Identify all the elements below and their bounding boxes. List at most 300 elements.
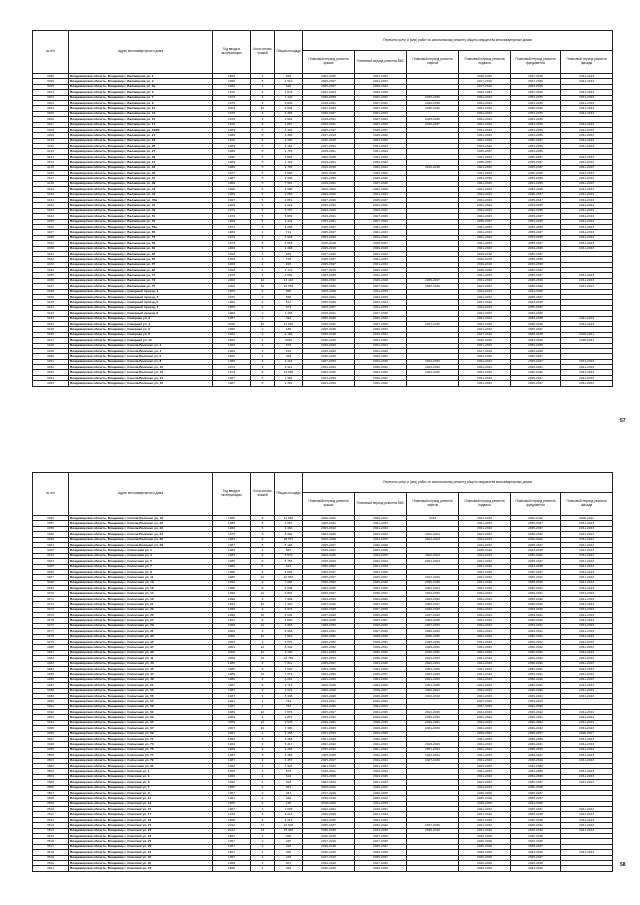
- col-header-engineering: Плановый период ремонта ВИС: [355, 493, 407, 516]
- cell-basement: 2041-2043: [459, 758, 511, 763]
- cell-elevator: 2024-2026: [407, 365, 459, 370]
- cell-year: 1960: [213, 785, 251, 790]
- cell-roof: 2024-2026: [303, 774, 355, 779]
- cell-basement: 2041-2043: [459, 154, 511, 159]
- cell-floors: 2: [251, 262, 275, 267]
- cell-engineering: 2025-2027: [355, 575, 407, 580]
- cell-area: 10 864: [275, 575, 303, 580]
- cell-area: 575: [275, 343, 303, 348]
- cell-area: 582: [275, 548, 303, 553]
- cell-basement: 2041-2043: [459, 208, 511, 213]
- cell-facade: 2041-2043: [561, 548, 613, 553]
- cell-address: Владимирская область, Владимир г, Балакирева ул, 57: [69, 235, 213, 240]
- cell-area: 4 584: [275, 569, 303, 574]
- cell-area: 3 483: [275, 138, 303, 143]
- cell-area: 3 022: [275, 688, 303, 693]
- cell-basement: 2016-2018: [459, 338, 511, 343]
- cell-foundation: 2040-2042: [511, 823, 561, 828]
- cell-foundation: 2034-2036: [511, 84, 561, 89]
- cell-area: 595: [275, 289, 303, 294]
- cell-number: 3515: [33, 834, 69, 839]
- cell-floors: 2: [251, 289, 275, 294]
- cell-facade: 2041-2043: [561, 575, 613, 580]
- cell-address: Владимирская область, Владимир г, Спасская ул, 33: [69, 855, 213, 860]
- cell-elevator: 2037-2039: [407, 823, 459, 828]
- cell-area: 624: [275, 564, 303, 569]
- cell-foundation: 2038-2040: [511, 278, 561, 283]
- cell-year: 1969: [213, 246, 251, 251]
- cell-area: 7 420: [275, 602, 303, 607]
- cell-floors: 5: [251, 241, 275, 246]
- cell-roof: 2016-2018: [303, 241, 355, 246]
- cell-engineering: 2024-2026: [355, 569, 407, 574]
- cell-elevator: 2024-2026: [407, 596, 459, 601]
- cell-engineering: 2020-2022: [355, 737, 407, 742]
- cell-elevator: 2022-2024: [407, 688, 459, 693]
- cell-number: 3412: [33, 149, 69, 154]
- cell-year: 1962: [213, 338, 251, 343]
- cell-engineering: 2024-2026: [355, 677, 407, 682]
- cell-foundation: 2040-2042: [511, 656, 561, 661]
- cell-number: 3422: [33, 203, 69, 208]
- cell-foundation: 2034-2036: [511, 300, 561, 305]
- cell-facade: 2041-2043: [561, 532, 613, 537]
- cell-elevator: 2030-2032: [407, 715, 459, 720]
- col-header-year: Год ввода в эксплуатацию: [213, 473, 251, 516]
- cell-address: Владимирская область, Владимир г, Спасская ул, 29: [69, 844, 213, 849]
- cell-basement: 2041-2043: [459, 715, 511, 720]
- col-header-elevator: Плановый период ремонта лифтов: [407, 51, 459, 74]
- cell-address: Владимирская область, Владимир г, Солнечная ул, 63: [69, 715, 213, 720]
- cell-roof: 2025-2027: [303, 262, 355, 267]
- cell-area: 7 084: [275, 580, 303, 585]
- cell-area: 6 945: [275, 235, 303, 240]
- cell-basement: 2041-2043: [459, 780, 511, 785]
- cell-elevator: 2031-2033: [407, 656, 459, 661]
- cell-year: 1974: [213, 208, 251, 213]
- cell-elevator: 2024-2026: [407, 710, 459, 715]
- cell-number: 3468: [33, 580, 69, 585]
- cell-engineering: 2021-2023: [355, 780, 407, 785]
- cell-roof: 2016-2018: [303, 338, 355, 343]
- cell-address: Владимирская область, Владимир г, Солнечная ул, 5: [69, 559, 213, 564]
- cell-address: Владимирская область, Владимир г, Спасская ул, 35: [69, 861, 213, 866]
- cell-year: 1984: [213, 537, 251, 542]
- cell-engineering: 2020-2022: [355, 84, 407, 89]
- cell-number: 3495: [33, 726, 69, 731]
- cell-address: Владимирская область, Владимир г, Солнечная ул, 47: [69, 672, 213, 677]
- cell-basement: 2041-2043: [459, 516, 511, 521]
- cell-facade: 2041-2043: [561, 774, 613, 779]
- cell-year: 1970: [213, 273, 251, 278]
- cell-floors: 2: [251, 769, 275, 774]
- cell-engineering: 2024-2026: [355, 586, 407, 591]
- cell-facade: 2041-2043: [561, 742, 613, 747]
- cell-basement: 2041-2043: [459, 737, 511, 742]
- cell-basement: 2026-2028: [459, 855, 511, 860]
- cell-basement: 2026-2027: [459, 731, 511, 736]
- cell-address: Владимирская область, Владимир г, Солнечная ул, 33: [69, 634, 213, 639]
- cell-number: 3514: [33, 828, 69, 833]
- cell-roof: 2015-2019: [303, 246, 355, 251]
- cell-facade: 2041-2043: [561, 106, 613, 111]
- cell-basement: 2041-2043: [459, 629, 511, 634]
- cell-basement: 2041-2043: [459, 235, 511, 240]
- cell-facade: 2041-2043: [561, 278, 613, 283]
- cell-facade: 2041-2043: [561, 618, 613, 623]
- cell-address: Владимирская область, Владимир г, Солнечная ул, 73: [69, 742, 213, 747]
- cell-foundation: 2035-2037: [511, 160, 561, 165]
- cell-floors: 5: [251, 176, 275, 181]
- cell-area: 526: [275, 84, 303, 89]
- cell-area: 22 500: [275, 823, 303, 828]
- cell-foundation: 2035-2037: [511, 305, 561, 310]
- cell-roof: 2017-2019: [303, 855, 355, 860]
- cell-year: 1962: [213, 348, 251, 353]
- cell-foundation: 2033-2035: [511, 95, 561, 100]
- cell-number: 3507: [33, 790, 69, 795]
- cell-floors: 2: [251, 801, 275, 806]
- cell-basement: 2026-2028: [459, 844, 511, 849]
- cell-facade: 2041-2043: [561, 208, 613, 213]
- cell-address: Владимирская область, Владимир г, Солнечная ул, 53: [69, 688, 213, 693]
- cell-foundation: 2035-2037: [511, 197, 561, 202]
- cell-floors: 5: [251, 90, 275, 95]
- cell-foundation: 2040-2042: [511, 720, 561, 725]
- cell-engineering: 2020-2022: [355, 796, 407, 801]
- cell-roof: 2019-2021: [303, 117, 355, 122]
- cell-facade: 2041-2043: [561, 235, 613, 240]
- cell-roof: 2022-2024: [303, 807, 355, 812]
- cell-number: 3473: [33, 607, 69, 612]
- cell-facade: 2041-2043: [561, 241, 613, 246]
- cell-facade: 2041-2043: [561, 246, 613, 251]
- cell-basement: 2037-2039: [459, 704, 511, 709]
- cell-foundation: 2039-2041: [511, 623, 561, 628]
- cell-area: 695: [275, 262, 303, 267]
- cell-foundation: 2036-2038: [511, 171, 561, 176]
- cell-number: 3480: [33, 645, 69, 650]
- cell-area: 3 894: [275, 154, 303, 159]
- cell-floors: 5: [251, 197, 275, 202]
- cell-area: 4 258: [275, 224, 303, 229]
- cell-number: 3450: [33, 354, 69, 359]
- cell-elevator: 2025-2027: [407, 602, 459, 607]
- cell-year: 1969: [213, 300, 251, 305]
- cell-foundation: 2038-2040: [511, 580, 561, 585]
- cell-address: Владимирская область, Владимир г, Балакирева ул, 5: [69, 90, 213, 95]
- cell-foundation: 2035-2037: [511, 521, 561, 526]
- cell-floors: 5: [251, 246, 275, 251]
- cell-foundation: 2036-2038: [511, 817, 561, 822]
- cell-roof: 2021-2023: [303, 381, 355, 386]
- cell-floors: 5: [251, 208, 275, 213]
- cell-facade: 2041-2043: [561, 127, 613, 132]
- cell-facade: 2041-2043: [561, 564, 613, 569]
- cell-address: Владимирская область, Владимир г, Спасская ул, 31: [69, 850, 213, 855]
- cell-engineering: 2021-2023: [355, 230, 407, 235]
- cell-foundation: 2039-2041: [511, 672, 561, 677]
- cell-facade: 2041-2043: [561, 656, 613, 661]
- cell-foundation: 2038-2040: [511, 747, 561, 752]
- cell-basement: 2041-2043: [459, 203, 511, 208]
- cell-foundation: 2038-2040: [511, 688, 561, 693]
- cell-number: 3404: [33, 106, 69, 111]
- cell-address: Владимирская область, Владимир г, Солнечная ул, 3: [69, 553, 213, 558]
- cell-year: 1960: [213, 780, 251, 785]
- cell-facade: 2041-2043: [561, 602, 613, 607]
- cell-address: Владимирская область, Владимир г, Солнечная ул, 15: [69, 586, 213, 591]
- cell-floors: 10: [251, 284, 275, 289]
- cell-facade: 2041-2043: [561, 650, 613, 655]
- cell-floors: 16: [251, 828, 275, 833]
- cell-year: 1980: [213, 359, 251, 364]
- cell-address: Владимирская область, Владимир г, Балакирева ул, 39: [69, 181, 213, 186]
- cell-facade: 2041-2043: [561, 737, 613, 742]
- cell-number: 3479: [33, 639, 69, 644]
- cell-number: 3498: [33, 742, 69, 747]
- cell-facade: 2041-2043: [561, 138, 613, 143]
- cell-foundation: 2033-2035: [511, 235, 561, 240]
- cell-address: Владимирская область, Владимир г, Сокола-Волошко ул, 14: [69, 375, 213, 380]
- cell-roof: 2017-2019: [303, 133, 355, 138]
- cell-floors: 5: [251, 214, 275, 219]
- cell-basement: 2041-2043: [459, 634, 511, 639]
- cell-foundation: 2035-2037: [511, 241, 561, 246]
- cell-elevator: 2038-2040: [407, 284, 459, 289]
- cell-elevator: 2021-2023: [407, 559, 459, 564]
- cell-address: Владимирская область, Владимир г, Солнечная ул, 49: [69, 677, 213, 682]
- cell-foundation: 2040-2042: [511, 537, 561, 542]
- cell-elevator: 2026-2028: [407, 607, 459, 612]
- cell-engineering: 2021-2023: [355, 144, 407, 149]
- cell-engineering: 2027-2029: [355, 122, 407, 127]
- cell-area: 1 404: [275, 311, 303, 316]
- cell-year: 1968: [213, 79, 251, 84]
- cell-roof: 2017-2019: [303, 839, 355, 844]
- cell-address: Владимирская область, Владимир г, Балакирева ул, 51: [69, 214, 213, 219]
- cell-floors: 10: [251, 645, 275, 650]
- cell-roof: 2017-2019: [303, 790, 355, 795]
- cell-foundation: 2035-2037: [511, 154, 561, 159]
- cell-basement: 2041-2043: [459, 521, 511, 526]
- cell-number: 3483: [33, 661, 69, 666]
- cell-roof: 2025-2028: [303, 289, 355, 294]
- cell-area: 762: [275, 704, 303, 709]
- cell-area: 3 980: [275, 176, 303, 181]
- cell-year: 1957: [213, 731, 251, 736]
- cell-engineering: 2021-2023: [355, 801, 407, 806]
- cell-area: 721: [275, 230, 303, 235]
- cell-area: 7 309: [275, 596, 303, 601]
- cell-foundation: 2034-2036: [511, 850, 561, 855]
- cell-area: 2 714: [275, 683, 303, 688]
- cell-roof: 2025-2027: [303, 661, 355, 666]
- cell-address: Владимирская область, Владимир г, Солнечная ул, 45: [69, 666, 213, 671]
- cell-roof: 2016-2018: [303, 844, 355, 849]
- cell-number: 3440: [33, 300, 69, 305]
- cell-engineering: 2023-2025: [355, 537, 407, 542]
- cell-roof: 2030-2032: [303, 321, 355, 326]
- cell-year: 1983: [213, 747, 251, 752]
- cell-facade: 2041-2043: [561, 95, 613, 100]
- cell-floors: 9: [251, 758, 275, 763]
- cell-area: 9 526: [275, 720, 303, 725]
- cell-foundation: 2039-2041: [511, 591, 561, 596]
- cell-engineering: 2020-2022: [355, 171, 407, 176]
- cell-engineering: 2028-2030: [355, 720, 407, 725]
- cell-facade: 2026-2027: [561, 731, 613, 736]
- table-row: [33, 381, 613, 386]
- col-header-elevator: Плановый период ремонта лифтов: [407, 493, 459, 516]
- cell-floors: 2: [251, 316, 275, 321]
- cell-foundation: 2038-2040: [511, 607, 561, 612]
- cell-floors: 9: [251, 677, 275, 682]
- cell-engineering: 2022-2024: [355, 273, 407, 278]
- cell-basement: 2041-2043: [459, 807, 511, 812]
- cell-year: 1976: [213, 117, 251, 122]
- cell-basement: 2041-2043: [459, 542, 511, 547]
- cell-elevator: 2026-2028: [407, 580, 459, 585]
- cell-area: 5 208: [275, 586, 303, 591]
- cell-floors: 10: [251, 591, 275, 596]
- cell-floors: 9: [251, 532, 275, 537]
- cell-address: Владимирская область, Владимир г, Солнечная ул, 55: [69, 693, 213, 698]
- cell-elevator: 2027-2029: [407, 623, 459, 628]
- cell-address: Владимирская область, Владимир г, Солнечная ул, 29: [69, 623, 213, 628]
- cell-number: 3433: [33, 262, 69, 267]
- cell-facade: 2041-2043: [561, 74, 613, 79]
- cell-engineering: 2023-2025: [355, 774, 407, 779]
- cell-floors: 10: [251, 720, 275, 725]
- cell-basement: 2035-2037: [459, 219, 511, 224]
- cell-area: 693: [275, 780, 303, 785]
- cell-roof: 2025-2027: [303, 710, 355, 715]
- cell-number: 3438: [33, 289, 69, 294]
- cell-address: Владимирская область, Владимир г, Солнечная ул, 43: [69, 661, 213, 666]
- cell-roof: 2026-2028: [303, 607, 355, 612]
- cell-basement: 2041-2043: [459, 295, 511, 300]
- cell-number: 3454: [33, 375, 69, 380]
- cell-basement: 2016-2018: [459, 251, 511, 256]
- cell-basement: 2041-2043: [459, 672, 511, 677]
- cell-facade: 2041-2043: [561, 111, 613, 116]
- cell-basement: 2041-2043: [459, 742, 511, 747]
- cell-engineering: 2023-2025: [355, 370, 407, 375]
- cell-address: Владимирская область, Владимир г, Солнечная ул, 39: [69, 650, 213, 655]
- cell-number: 3517: [33, 844, 69, 849]
- cell-address: Владимирская область, Владимир г, Спасская ул, 13: [69, 801, 213, 806]
- cell-floors: 10: [251, 613, 275, 618]
- cell-facade: 2041-2043: [561, 365, 613, 370]
- cell-foundation: 2035-2037: [511, 526, 561, 531]
- cell-foundation: 2035-2037: [511, 354, 561, 359]
- cell-area: 2 460: [275, 526, 303, 531]
- cell-basement: 2041-2043: [459, 586, 511, 591]
- cell-facade: 2041-2043: [561, 666, 613, 671]
- cell-number: 3487: [33, 683, 69, 688]
- cell-address: Владимирская область, Владимир г, Северный проезд, 3: [69, 295, 213, 300]
- cell-area: 2 861: [275, 197, 303, 202]
- cell-address: Владимирская область, Владимир г, Балакирева ул, 3а: [69, 84, 213, 89]
- cell-roof: 2023-2025: [303, 586, 355, 591]
- cell-number: 3432: [33, 257, 69, 262]
- cell-year: 1980: [213, 521, 251, 526]
- cell-foundation: 2035-2037: [511, 790, 561, 795]
- col-header-floors: Коли-чество этажей: [251, 473, 275, 516]
- cell-roof: 2023-2025: [303, 817, 355, 822]
- cell-area: 575: [275, 769, 303, 774]
- cell-year: 1972: [213, 365, 251, 370]
- cell-basement: 2018-2020: [459, 74, 511, 79]
- cell-number: 3402: [33, 95, 69, 100]
- col-header-area: Общая площадь: [275, 473, 303, 516]
- cell-roof: 2019-2021: [303, 100, 355, 105]
- cell-year: 1997: [213, 618, 251, 623]
- cell-roof: 2019-2021: [303, 219, 355, 224]
- cell-foundation: 2038-2040: [511, 321, 561, 326]
- cell-roof: 2025-2027: [303, 569, 355, 574]
- cell-number: 3459: [33, 532, 69, 537]
- cell-area: 7 120: [275, 95, 303, 100]
- cell-floors: 5: [251, 526, 275, 531]
- cell-number: 3457: [33, 521, 69, 526]
- cell-engineering: 2026-2028: [355, 268, 407, 273]
- cell-roof: 2017-2019: [303, 144, 355, 149]
- cell-area: 4 158: [275, 731, 303, 736]
- cell-facade: 2041-2043: [561, 823, 613, 828]
- capital-repair-table-page-57: [32, 30, 613, 387]
- cell-year: 1974: [213, 370, 251, 375]
- cell-elevator: 2035-2036: [407, 95, 459, 100]
- cell-year: 2008: [213, 278, 251, 283]
- cell-basement: 2041-2043: [459, 197, 511, 202]
- cell-year: 2005: [213, 715, 251, 720]
- cell-year: 1968: [213, 219, 251, 224]
- cell-number: 3399: [33, 79, 69, 84]
- cell-elevator: 2024-2026: [407, 666, 459, 671]
- cell-facade: 2041-2043: [561, 586, 613, 591]
- cell-roof: 2026-2028: [303, 693, 355, 698]
- cell-roof: 2021-2023: [303, 90, 355, 95]
- cell-facade: 2041-2043: [561, 569, 613, 574]
- cell-year: 1969: [213, 144, 251, 149]
- cell-foundation: 2035-2037: [511, 273, 561, 278]
- cell-basement: 2041-2043: [459, 138, 511, 143]
- cell-address: Владимирская область, Владимир г, Солнечная ул, 77: [69, 753, 213, 758]
- cell-area: 8 432: [275, 645, 303, 650]
- cell-area: 14 588: [275, 370, 303, 375]
- cell-floors: 5: [251, 187, 275, 192]
- cell-year: 1987: [213, 176, 251, 181]
- cell-floors: 2: [251, 807, 275, 812]
- cell-floors: 2: [251, 861, 275, 866]
- cell-address: Владимирская область, Владимир г, Балакирева ул, 67: [69, 262, 213, 267]
- cell-year: 1966: [213, 774, 251, 779]
- cell-engineering: 2020-2022: [355, 95, 407, 100]
- cell-engineering: 2021-2023: [355, 262, 407, 267]
- cell-floors: 9: [251, 100, 275, 105]
- cell-area: 396: [275, 850, 303, 855]
- cell-area: 1 170: [275, 268, 303, 273]
- cell-facade: 2041-2043: [561, 273, 613, 278]
- cell-year: 1987: [213, 693, 251, 698]
- cell-year: 1967: [213, 197, 251, 202]
- cell-foundation: 2039-2041: [511, 586, 561, 591]
- cell-basement: 2026-2028: [459, 834, 511, 839]
- cell-foundation: 2040-2042: [511, 828, 561, 833]
- cell-facade: 2028-2031: [561, 332, 613, 337]
